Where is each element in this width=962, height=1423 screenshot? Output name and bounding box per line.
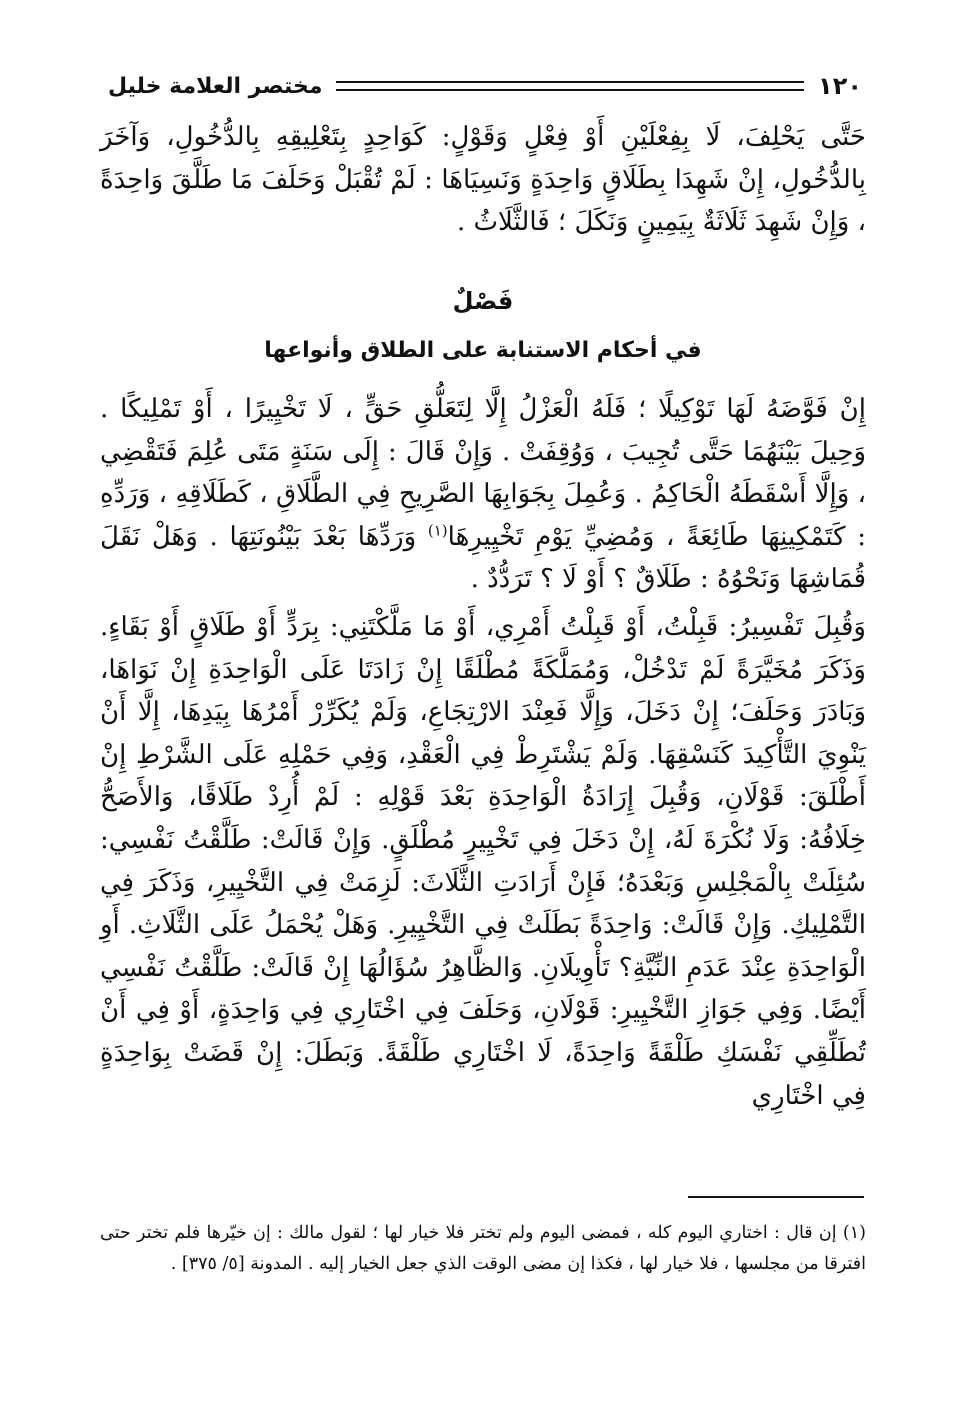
paragraph-2-text-b: وَرَدِّهَا بَعْدَ بَيْنُونَتِهَا . وَهَلْ نَقَلَ قُمَاشِهَا وَنَحْوُهُ : طَلَاقٌ ؟ أَوْ لَا ؟ تَرَدُّدٌ . — [100, 521, 866, 595]
paragraph-2-text-a: إِنْ فَوَّضَهُ لَهَا تَوْكِيلًا ؛ فَلَهُ الْعَزْلُ إِلَّا لِتَعَلُّقِ حَقٍّ ، لَا تَخْيِيرًا ، أَوْ تَمْلِيكًا . وَحِيلَ بَيْنَهُمَا حَتَّى تُجِيبَ ، وَوُقِفَتْ . وَإِنْ قَالَ : إِلَى سَنَةٍ مَتَى عُلِمَ فَتَقْضِي ، وَإِلَّا أَسْقَطَهُ الْحَاكِمُ . وَعُمِلَ بِجَوَابِهَا الصَّرِيحِ فِي الطَّلَاقِ ، كَطَلَاقِهِ ، وَرَدِّهِ : كَتَمْكِينِهَا طَائِعَةً ، وَمُضِيِّ يَوْمِ تَخْيِيرِهَا — [100, 394, 866, 552]
footnote-1: (١) إن قال : اختاري اليوم كله ، فمضى اليوم ولم تختر فلا خيار لها ؛ لقول مالك : إن خيّرها فلم تختر حتى افترقا من مجلسها ، فلا خيار لها ، فكذا إن مضى الوقت الذي جعل الخيار إليه . المدونة [٥/ ٣٧٥] . — [100, 1223, 866, 1274]
section-label: فَصْلٌ — [452, 287, 514, 315]
section-title: في أحكام الاستنابة على الطلاق وأنواعها — [264, 338, 702, 363]
paragraph-3: وَقُبِلَ تَفْسِيرُ: قَبِلْتُ، أَوْ قَبِلْتُ أَمْرِي، أَوْ مَا مَلَّكْتَنِي: بِرَدٍّ أَوْ طَلَاقٍ أَوْ بَقَاءٍ. وَذَكَرَ مُخَيَّرَةً لَمْ تَدْخُلْ، وَمُمَلَّكَةً مُطْلَقًا إِنْ زَادَتَا عَلَى الْوَاحِدَةِ إِنْ نَوَاهَا، وَبَادَرَ وَحَلَفَ؛ إِنْ دَخَلَ، وَإِلَّا فَعِنْدَ الارْتِجَاعِ، وَلَمْ يُكَرِّرْ أَمْرُهَا بِيَدِهَا، إِلَّا أَنْ يَنْوِيَ التَّأْكِيدَ كَنَسْقِهَا. وَلَمْ يَشْتَرِطْ فِي الْعَقْدِ، وَفِي حَمْلِهِ عَلَى الشَّرْطِ إِنْ أَطْلَقَ: قَوْلَانِ، وَقُبِلَ إِرَادَةُ الْوَاحِدَةِ بَعْدَ قَوْلِهِ : لَمْ أُرِدْ طَلَاقًا، وَالأَصَحُّ خِلَافُهُ: وَلَا نُكْرَةَ لَهُ، إِنْ دَخَلَ فِي تَخْيِيرٍ مُطْلَقٍ. وَإِنْ قَالَتْ: طَلَّقْتُ نَفْسِي: سُئِلَتْ بِالْمَجْلِسِ وَبَعْدَهُ؛ فَإِنْ أَرَادَتِ الثَّلَاثَ: لَزِمَتْ فِي التَّخْيِيرِ، وَذَكَرَ فِي التَّمْلِيكِ. وَإِنْ قَالَتْ: وَاحِدَةً بَطَلَتْ فِي التَّخْيِيرِ. وَهَلْ يُحْمَلُ عَلَى الثَّلَاثِ. أَوِ الْوَاحِدَةِ عِنْدَ عَدَمِ النِّيَّةِ؟ تَأْوِيلَانِ. وَالظَّاهِرُ سُؤَالُهَا إِنْ قَالَتْ: طَلَّقْتُ نَفْسِي أَيْضًا. وَفِي جَوَازِ التَّخْيِيرِ: قَوْلَانِ، وَحَلَفَ فِي اخْتَارِي فِي وَاحِدَةٍ، أَوْ فِي أَنْ تُطَلِّقِي نَفْسَكِ طَلْقَةً وَاحِدَةً، لَا اخْتَارِي طَلْقَةً. وَبَطَلَ: إِنْ قَضَتْ بِوَاحِدَةٍ فِي اخْتَارِي — [100, 612, 866, 1111]
page-header — [108, 68, 862, 104]
footnote-divider — [688, 1196, 864, 1198]
page-number: ١٢٠ — [818, 72, 862, 100]
footnote-reference: (١) — [427, 521, 448, 540]
paragraph-1: حَتَّى يَحْلِفَ، لَا بِفِعْلَيْنِ أَوْ فِعْلٍ وَقَوْلٍ: كَوَاحِدٍ بِتَعْلِيقِهِ بِالدُّخُولِ، وَآخَرَ بِالدُّخُولِ، إِنْ شَهِدَا بِطَلَاقٍ وَاحِدَةٍ وَنَسِيَاهَا : لَمْ تُقْبَلْ وَحَلَفَ مَا طَلَّقَ وَاحِدَةً ، وَإِنْ شَهِدَ ثَلَاثَةٌ بِيَمِينٍ وَنَكَلَ ؛ فَالثَّلَاثُ . — [100, 122, 866, 238]
running-title: مختصر العلامة خليل — [108, 73, 323, 99]
paragraph-2 — [100, 388, 866, 601]
header-rule — [336, 81, 804, 91]
